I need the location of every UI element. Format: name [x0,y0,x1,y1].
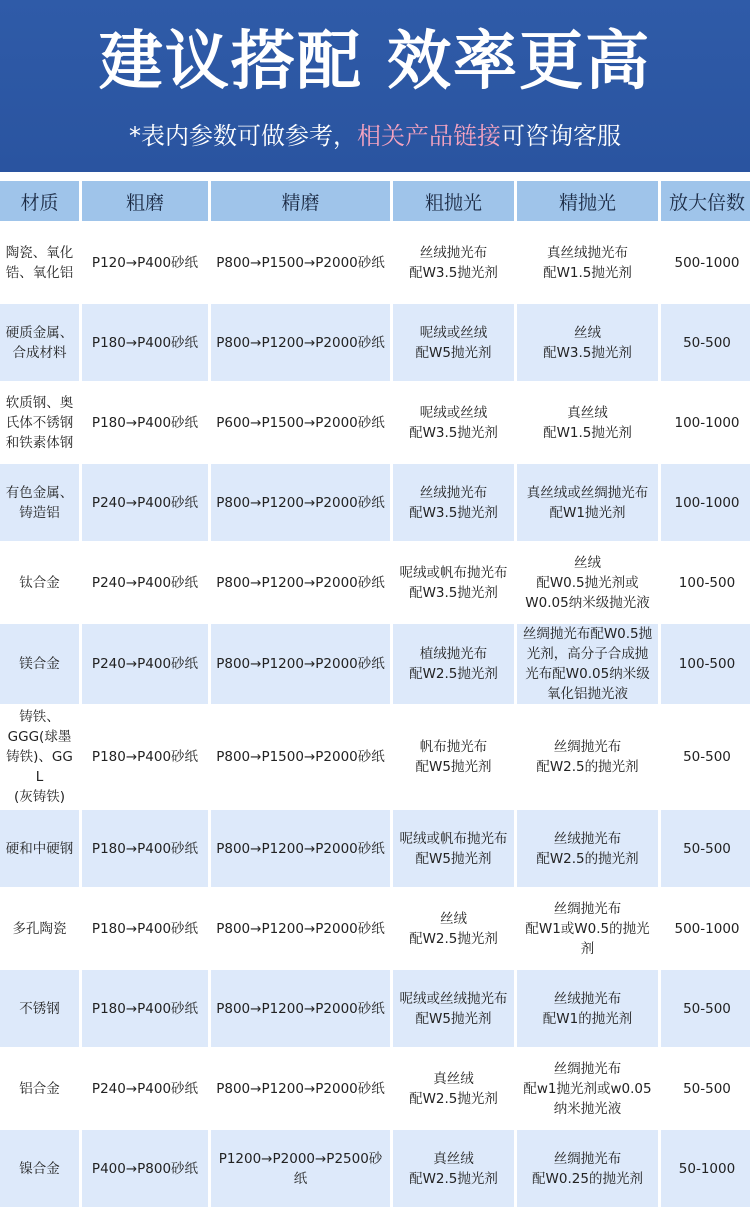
cell-magnification: 100-1000 [661,464,750,541]
cell-fine-polish: 真丝绒抛光布 配W1.5抛光剂 [517,224,658,301]
cell-fine-grind: P800→P1200→P2000砂纸 [211,304,390,381]
cell-magnification: 50-500 [661,970,750,1047]
cell-fine-grind: P800→P1200→P2000砂纸 [211,464,390,541]
table-row [0,890,750,967]
cell-coarse-grind: P240→P400砂纸 [82,1050,208,1127]
cell-fine-grind: P800→P1200→P2000砂纸 [211,810,390,887]
cell-rough-polish: 丝绒抛光布 配W3.5抛光剂 [393,224,514,301]
table-row [0,304,750,381]
cell-magnification: 50-500 [661,1050,750,1127]
cell-fine-polish: 丝绸抛光布 配W2.5的抛光剂 [517,707,658,807]
table-row [0,1130,750,1207]
cell-fine-polish: 丝绸抛光布 配w1抛光剂或w0.05 纳米抛光液 [517,1050,658,1127]
cell-magnification: 50-500 [661,707,750,807]
cell-fine-grind: P800→P1200→P2000砂纸 [211,544,390,621]
cell-magnification: 500-1000 [661,224,750,301]
page-title: 建议搭配 效率更高 [98,25,652,99]
table-row [0,970,750,1047]
cell-magnification: 500-1000 [661,890,750,967]
cell-rough-polish: 真丝绒 配W2.5抛光剂 [393,1130,514,1207]
cell-magnification: 50-500 [661,304,750,381]
cell-coarse-grind: P240→P400砂纸 [82,624,208,704]
cell-fine-grind: P800→P1200→P2000砂纸 [211,890,390,967]
cell-fine-polish: 丝绒抛光布 配W1的抛光剂 [517,970,658,1047]
cell-coarse-grind: P180→P400砂纸 [82,810,208,887]
cell-coarse-grind: P120→P400砂纸 [82,224,208,301]
cell-material: 钛合金 [0,544,79,621]
cell-coarse-grind: P180→P400砂纸 [82,707,208,807]
cell-magnification: 100-500 [661,624,750,704]
cell-magnification: 100-500 [661,544,750,621]
cell-rough-polish: 丝绒抛光布 配W3.5抛光剂 [393,464,514,541]
product-link-text[interactable]: 相关产品链接 [357,122,501,150]
cell-fine-grind: P1200→P2000→P2500砂 纸 [211,1130,390,1207]
cell-rough-polish: 丝绒 配W2.5抛光剂 [393,890,514,967]
cell-magnification: 50-500 [661,810,750,887]
cell-rough-polish: 植绒抛光布 配W2.5抛光剂 [393,624,514,704]
cell-material: 铸铁、 GGG(球墨 铸铁)、GGL (灰铸铁) [0,707,79,807]
table-row [0,464,750,541]
cell-fine-grind: P600→P1500→P2000砂纸 [211,384,390,461]
page-subtitle [0,116,750,156]
cell-fine-polish: 丝绒抛光布 配W2.5的抛光剂 [517,810,658,887]
table-row [0,384,750,461]
table-row [0,624,750,704]
cell-fine-grind: P800→P1500→P2000砂纸 [211,224,390,301]
cell-material: 硬质金属、 合成材料 [0,304,79,381]
cell-material: 陶瓷、氧化 锆、氧化铝 [0,224,79,301]
cell-material: 不锈钢 [0,970,79,1047]
cell-material: 有色金属、 铸造铝 [0,464,79,541]
cell-fine-grind: P800→P1200→P2000砂纸 [211,624,390,704]
table-header-row [0,181,750,221]
cell-coarse-grind: P180→P400砂纸 [82,304,208,381]
cell-magnification: 100-1000 [661,384,750,461]
subtitle-note: *表内参数可做参考， [129,122,357,150]
header-material: 材质 [0,181,79,221]
header-magnification: 放大倍数 [661,181,750,221]
cell-coarse-grind: P180→P400砂纸 [82,384,208,461]
subtitle-contact: 可咨询客服 [501,122,621,150]
cell-rough-polish: 真丝绒 配W2.5抛光剂 [393,1050,514,1127]
cell-fine-grind: P800→P1200→P2000砂纸 [211,970,390,1047]
cell-rough-polish: 帆布抛光布 配W5抛光剂 [393,707,514,807]
cell-fine-polish: 真丝绒或丝绸抛光布 配W1抛光剂 [517,464,658,541]
table-row [0,224,750,301]
cell-coarse-grind: P240→P400砂纸 [82,464,208,541]
cell-fine-polish: 丝绸抛光布 配W0.25的抛光剂 [517,1130,658,1207]
cell-material: 多孔陶瓷 [0,890,79,967]
table-row [0,810,750,887]
cell-magnification: 50-1000 [661,1130,750,1207]
cell-fine-grind: P800→P1200→P2000砂纸 [211,1050,390,1127]
table-row [0,544,750,621]
cell-fine-polish: 丝绒 配W3.5抛光剂 [517,304,658,381]
header-rough-polish: 粗抛光 [393,181,514,221]
cell-fine-polish: 丝绒 配W0.5抛光剂或 W0.05纳米级抛光液 [517,544,658,621]
cell-fine-polish: 真丝绒 配W1.5抛光剂 [517,384,658,461]
cell-rough-polish: 呢绒或帆布抛光布 配W5抛光剂 [393,810,514,887]
cell-coarse-grind: P180→P400砂纸 [82,890,208,967]
cell-rough-polish: 呢绒或帆布抛光布 配W3.5抛光剂 [393,544,514,621]
header-coarse-grind: 粗磨 [82,181,208,221]
cell-rough-polish: 呢绒或丝绒 配W3.5抛光剂 [393,384,514,461]
cell-fine-grind: P800→P1500→P2000砂纸 [211,707,390,807]
recommendation-table [0,178,750,1210]
cell-material: 镍合金 [0,1130,79,1207]
cell-fine-polish: 丝绸抛光布 配W1或W0.5的抛光 剂 [517,890,658,967]
header-fine-polish: 精抛光 [517,181,658,221]
cell-rough-polish: 呢绒或丝绒 配W5抛光剂 [393,304,514,381]
header-fine-grind: 精磨 [211,181,390,221]
cell-coarse-grind: P400→P800砂纸 [82,1130,208,1207]
cell-material: 硬和中硬钢 [0,810,79,887]
header-banner [0,0,750,172]
cell-material: 软质钢、奥 氏体不锈钢 和铁素体钢 [0,384,79,461]
cell-rough-polish: 呢绒或丝绒抛光布 配W5抛光剂 [393,970,514,1047]
cell-fine-polish: 丝绸抛光布配W0.5抛 光剂，高分子合成抛 光布配W0.05纳米级 氧化铝抛光液 [517,624,658,704]
table-row [0,707,750,807]
cell-coarse-grind: P180→P400砂纸 [82,970,208,1047]
cell-coarse-grind: P240→P400砂纸 [82,544,208,621]
cell-material: 铝合金 [0,1050,79,1127]
table-row [0,1050,750,1127]
cell-material: 镁合金 [0,624,79,704]
